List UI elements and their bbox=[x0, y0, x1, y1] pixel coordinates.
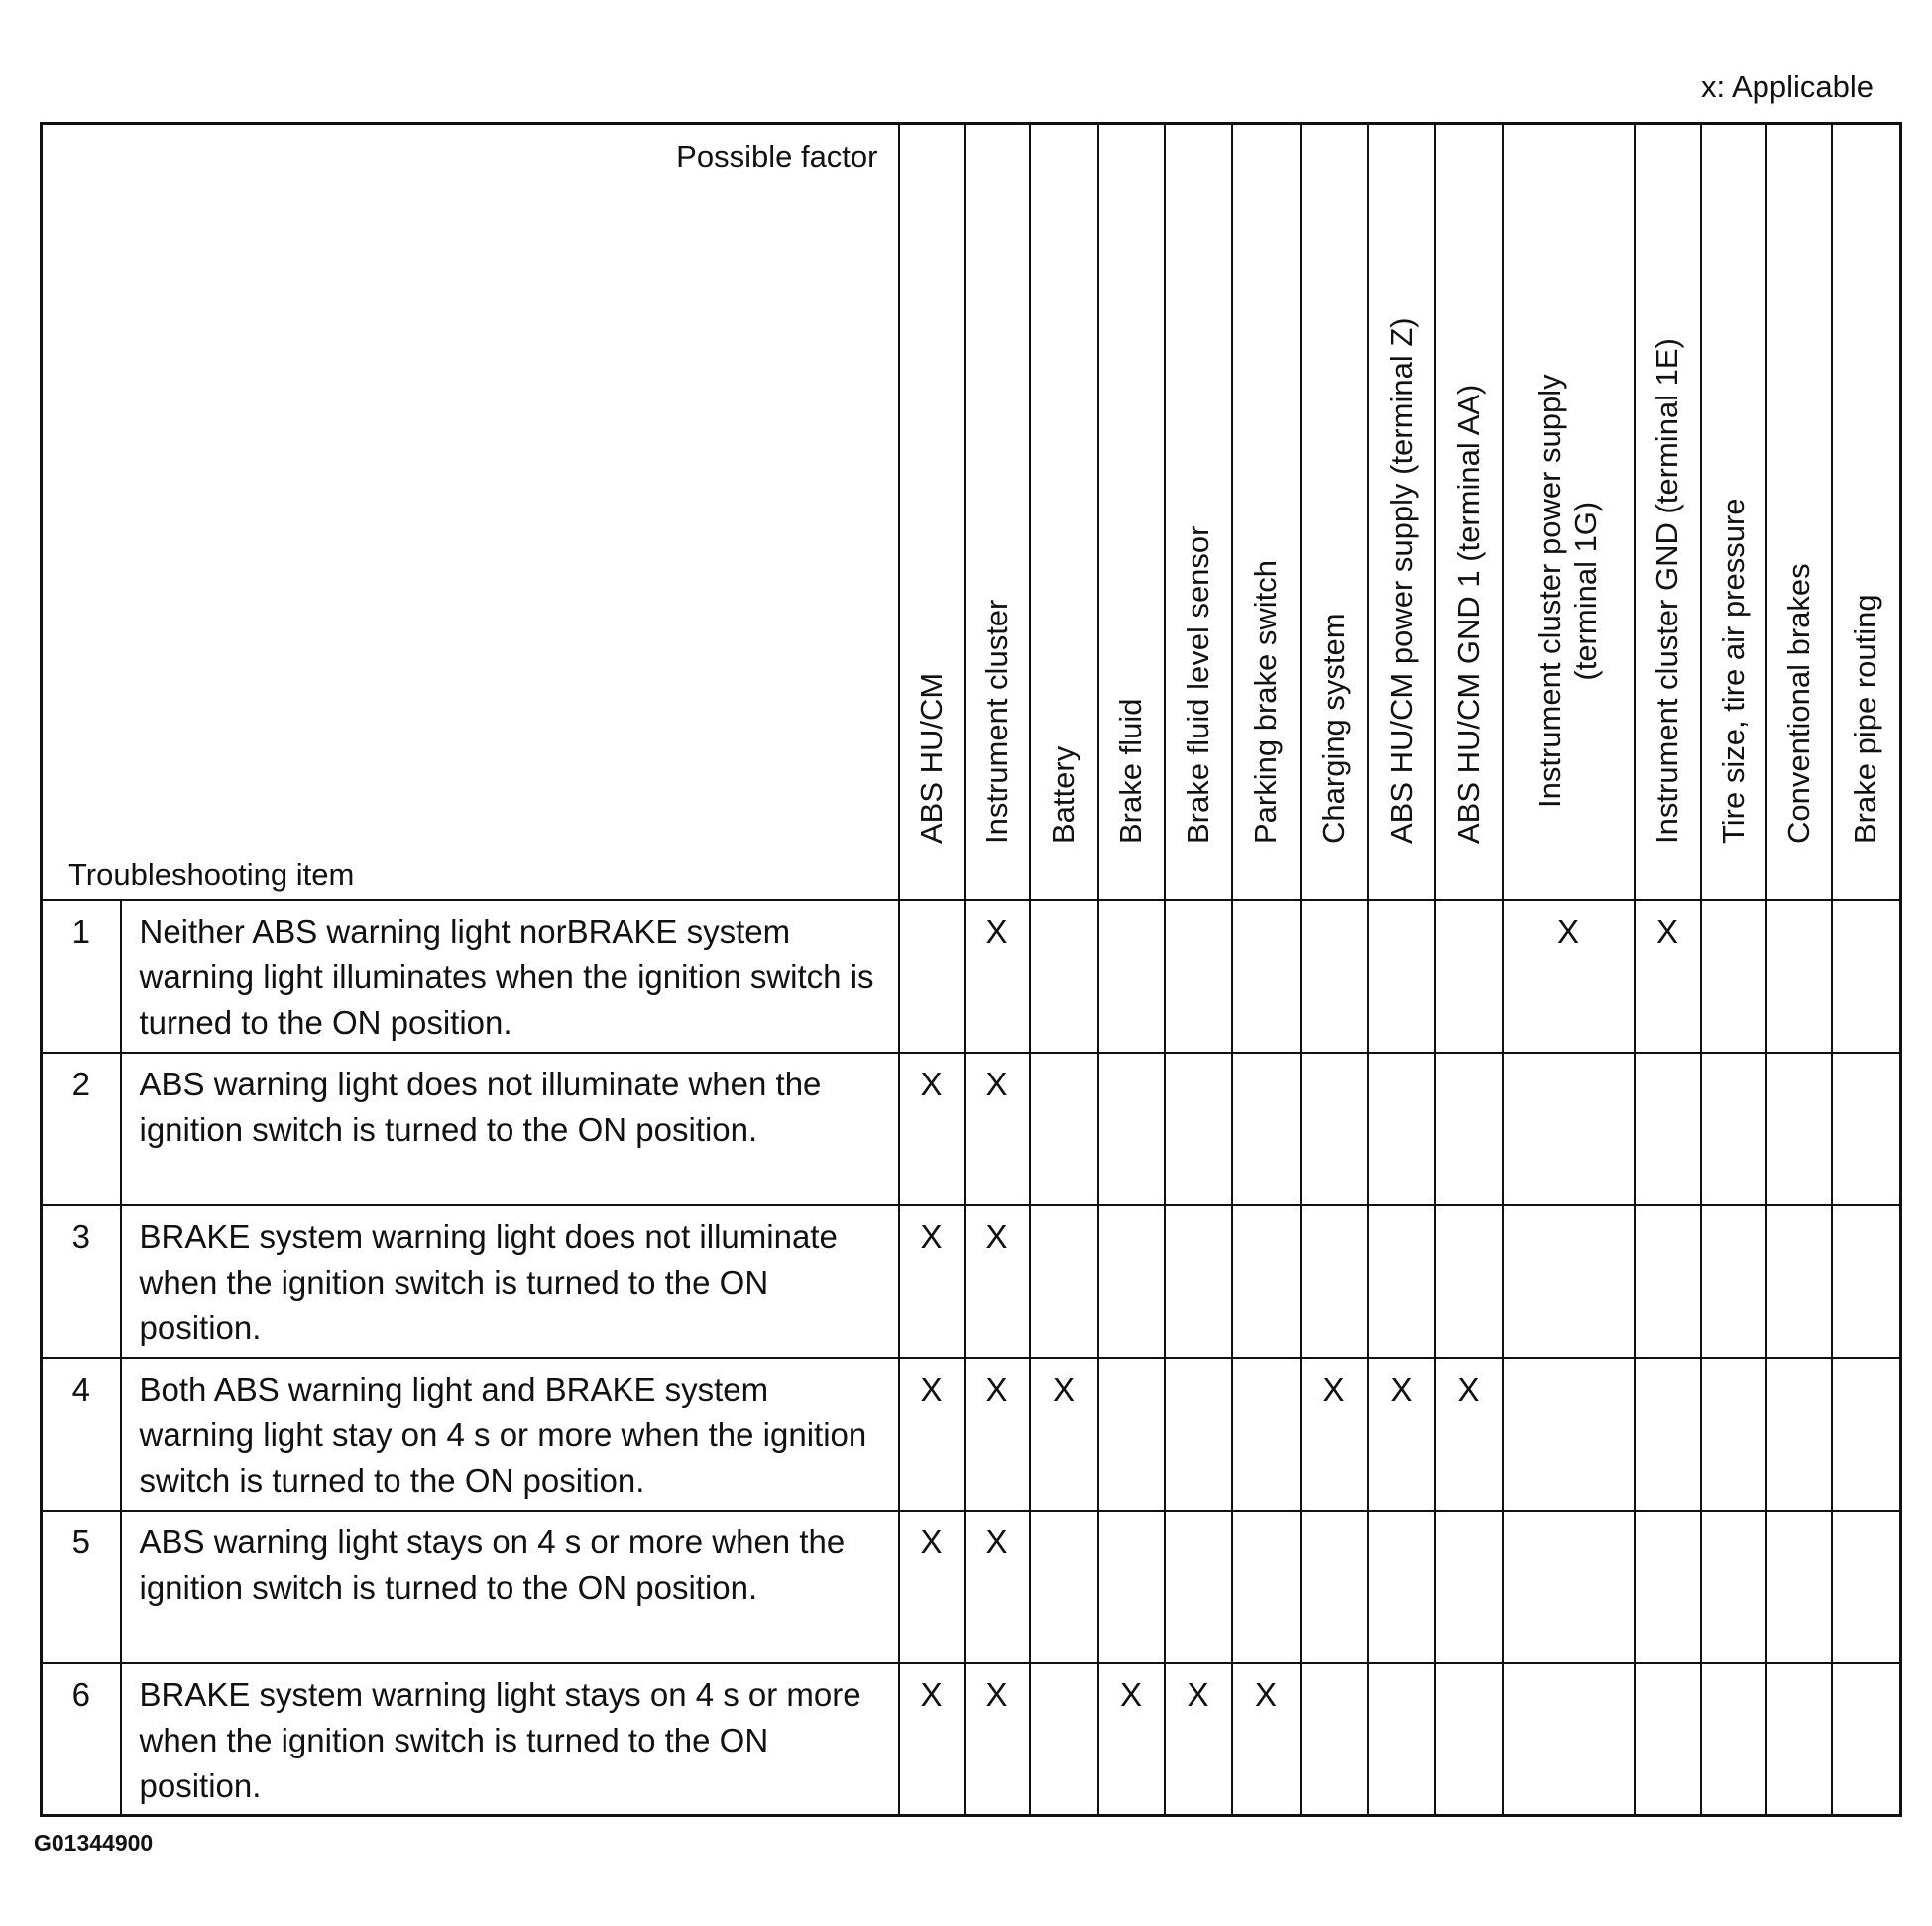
empty-cell bbox=[1766, 1358, 1832, 1511]
factor-label bbox=[1384, 317, 1420, 844]
troubleshooting-item-label: Troubleshooting item bbox=[68, 856, 355, 892]
empty-cell bbox=[1301, 1663, 1368, 1816]
factor-label-line: Brake fluid bbox=[1113, 698, 1148, 844]
factor-column-header bbox=[899, 124, 965, 900]
factor-label-line: Parking brake switch bbox=[1248, 559, 1283, 844]
factor-label-line: Battery bbox=[1046, 745, 1080, 844]
empty-cell bbox=[1435, 900, 1503, 1053]
empty-cell bbox=[1435, 1511, 1503, 1663]
applicable-mark: X bbox=[899, 1663, 965, 1816]
factor-label-line: Instrument cluster bbox=[978, 599, 1014, 844]
empty-cell bbox=[1435, 1205, 1503, 1358]
empty-cell bbox=[1635, 1663, 1701, 1816]
applicable-mark: X bbox=[1435, 1358, 1503, 1511]
applicable-mark: X bbox=[965, 1358, 1030, 1511]
applicable-mark: X bbox=[965, 1053, 1030, 1205]
factor-label bbox=[1046, 745, 1081, 843]
applicable-mark: X bbox=[1165, 1663, 1232, 1816]
empty-cell bbox=[1435, 1053, 1503, 1205]
item-description: ABS warning light stays on 4 s or more when the ignition switch is turned to the ON position. bbox=[121, 1511, 899, 1663]
empty-cell bbox=[1165, 1053, 1232, 1205]
empty-cell bbox=[1098, 1053, 1165, 1205]
empty-cell bbox=[1435, 1663, 1503, 1816]
factor-label-line: Charging system bbox=[1315, 612, 1351, 844]
empty-cell bbox=[1503, 1205, 1635, 1358]
applicable-mark: X bbox=[965, 1511, 1030, 1663]
factor-label-line: (terminal 1G) bbox=[1568, 501, 1603, 681]
factor-label-line: Instrument cluster GND (terminal 1E) bbox=[1649, 337, 1684, 844]
empty-cell bbox=[1766, 1205, 1832, 1358]
factor-column-header bbox=[1435, 124, 1503, 900]
factor-label bbox=[914, 672, 950, 843]
empty-cell bbox=[1503, 1053, 1635, 1205]
empty-cell bbox=[1832, 1053, 1901, 1205]
factor-column-header bbox=[1503, 124, 1635, 900]
factor-label bbox=[1181, 525, 1216, 844]
empty-cell bbox=[1030, 1663, 1098, 1816]
empty-cell bbox=[1368, 1511, 1435, 1663]
empty-cell bbox=[1030, 1511, 1098, 1663]
troubleshooting-matrix bbox=[40, 122, 1902, 1817]
empty-cell bbox=[1368, 1053, 1435, 1205]
factor-column-header bbox=[1232, 124, 1301, 900]
factor-label-line: ABS HU/CM bbox=[913, 672, 949, 844]
empty-cell bbox=[1165, 900, 1232, 1053]
table-row bbox=[42, 1511, 1901, 1663]
factor-column-header bbox=[1368, 124, 1435, 900]
empty-cell bbox=[1098, 1511, 1165, 1663]
empty-cell bbox=[1232, 1053, 1301, 1205]
figure-id: G01344900 bbox=[34, 1830, 154, 1856]
applicable-mark: X bbox=[965, 1663, 1030, 1816]
factor-label-line: Tire size, tire air pressure bbox=[1715, 497, 1751, 844]
item-number: 3 bbox=[42, 1205, 121, 1358]
applicable-mark: X bbox=[899, 1358, 965, 1511]
item-description: BRAKE system warning light does not illuminate when the ignition switch is turned to the ON position. bbox=[121, 1205, 899, 1358]
table-row bbox=[42, 1205, 1901, 1358]
empty-cell bbox=[1832, 900, 1901, 1053]
empty-cell bbox=[899, 900, 965, 1053]
empty-cell bbox=[1232, 1205, 1301, 1358]
empty-cell bbox=[1301, 1053, 1368, 1205]
table-row bbox=[42, 900, 1901, 1053]
item-number: 1 bbox=[42, 900, 121, 1053]
factor-label-line: Conventional brakes bbox=[1780, 562, 1816, 844]
empty-cell bbox=[1301, 900, 1368, 1053]
factor-label bbox=[1781, 563, 1817, 844]
factor-label-line: Brake fluid level sensor bbox=[1180, 525, 1215, 844]
factor-label bbox=[1716, 498, 1752, 844]
item-number: 6 bbox=[42, 1663, 121, 1816]
empty-cell bbox=[1368, 900, 1435, 1053]
empty-cell bbox=[1165, 1358, 1232, 1511]
applicable-legend: x: Applicable bbox=[1700, 69, 1874, 104]
possible-factor-label: Possible factor bbox=[676, 139, 878, 173]
empty-cell bbox=[1232, 900, 1301, 1053]
empty-cell bbox=[1503, 1663, 1635, 1816]
factor-column-header bbox=[965, 124, 1030, 900]
empty-cell bbox=[1030, 1205, 1098, 1358]
empty-cell bbox=[1232, 1358, 1301, 1511]
empty-cell bbox=[1301, 1205, 1368, 1358]
applicable-mark: X bbox=[1098, 1663, 1165, 1816]
corner-cell bbox=[42, 124, 899, 900]
factor-label-line: Instrument cluster power supply bbox=[1533, 373, 1567, 808]
empty-cell bbox=[1832, 1663, 1901, 1816]
empty-cell bbox=[1232, 1511, 1301, 1663]
factor-column-header bbox=[1301, 124, 1368, 900]
applicable-mark: X bbox=[1503, 900, 1635, 1053]
table-row bbox=[42, 1663, 1901, 1816]
factor-label bbox=[1248, 559, 1284, 843]
factor-label bbox=[1113, 698, 1149, 843]
empty-cell bbox=[1165, 1205, 1232, 1358]
applicable-mark: X bbox=[965, 1205, 1030, 1358]
item-number: 4 bbox=[42, 1358, 121, 1511]
applicable-mark: X bbox=[899, 1205, 965, 1358]
item-description: Neither ABS warning light norBRAKE system warning light illuminates when the ignition switch is turned to the ON position. bbox=[121, 900, 899, 1053]
applicable-mark: X bbox=[899, 1053, 965, 1205]
factor-column-header bbox=[1098, 124, 1165, 900]
factor-label-line: ABS HU/CM power supply (terminal Z) bbox=[1383, 316, 1419, 844]
empty-cell bbox=[1832, 1358, 1901, 1511]
factor-label-line: Brake pipe routing bbox=[1848, 593, 1883, 844]
empty-cell bbox=[1701, 1663, 1766, 1816]
factor-label bbox=[1848, 594, 1883, 844]
factor-label-line: ABS HU/CM GND 1 (terminal AA) bbox=[1450, 384, 1486, 844]
empty-cell bbox=[1832, 1205, 1901, 1358]
empty-cell bbox=[1098, 1205, 1165, 1358]
empty-cell bbox=[1635, 1205, 1701, 1358]
item-description: Both ABS warning light and BRAKE system warning light stay on 4 s or more when the ignition switch is turned to the ON position. bbox=[121, 1358, 899, 1511]
applicable-mark: X bbox=[1368, 1358, 1435, 1511]
empty-cell bbox=[1701, 900, 1766, 1053]
empty-cell bbox=[1503, 1511, 1635, 1663]
factor-column-header bbox=[1766, 124, 1832, 900]
applicable-mark: X bbox=[899, 1511, 965, 1663]
table-row bbox=[42, 1358, 1901, 1511]
factor-column-header bbox=[1701, 124, 1766, 900]
empty-cell bbox=[1635, 1358, 1701, 1511]
empty-cell bbox=[1165, 1511, 1232, 1663]
factor-label bbox=[1316, 613, 1352, 844]
empty-cell bbox=[1701, 1511, 1766, 1663]
empty-cell bbox=[1030, 900, 1098, 1053]
factor-column-header bbox=[1832, 124, 1901, 900]
applicable-mark: X bbox=[965, 900, 1030, 1053]
empty-cell bbox=[1301, 1511, 1368, 1663]
empty-cell bbox=[1030, 1053, 1098, 1205]
empty-cell bbox=[1832, 1511, 1901, 1663]
table-row bbox=[42, 1053, 1901, 1205]
item-description: BRAKE system warning light stays on 4 s or more when the ignition switch is turned to the ON position. bbox=[121, 1663, 899, 1816]
applicable-mark: X bbox=[1030, 1358, 1098, 1511]
empty-cell bbox=[1635, 1053, 1701, 1205]
item-description: ABS warning light does not illuminate when the ignition switch is turned to the ON position. bbox=[121, 1053, 899, 1205]
empty-cell bbox=[1701, 1358, 1766, 1511]
empty-cell bbox=[1503, 1358, 1635, 1511]
empty-cell bbox=[1098, 900, 1165, 1053]
empty-cell bbox=[1766, 1663, 1832, 1816]
empty-cell bbox=[1098, 1358, 1165, 1511]
factor-column-header bbox=[1635, 124, 1701, 900]
applicable-mark: X bbox=[1635, 900, 1701, 1053]
header-row bbox=[42, 124, 1901, 900]
factor-label bbox=[1451, 384, 1487, 843]
applicable-mark: X bbox=[1301, 1358, 1368, 1511]
factor-column-header bbox=[1165, 124, 1232, 900]
empty-cell bbox=[1766, 1511, 1832, 1663]
empty-cell bbox=[1368, 1663, 1435, 1816]
empty-cell bbox=[1701, 1053, 1766, 1205]
empty-cell bbox=[1635, 1511, 1701, 1663]
factor-column-header bbox=[1030, 124, 1098, 900]
applicable-mark: X bbox=[1232, 1663, 1301, 1816]
item-number: 5 bbox=[42, 1511, 121, 1663]
empty-cell bbox=[1766, 1053, 1832, 1205]
factor-label bbox=[1533, 374, 1604, 808]
empty-cell bbox=[1368, 1205, 1435, 1358]
empty-cell bbox=[1766, 900, 1832, 1053]
factor-label bbox=[979, 599, 1015, 843]
empty-cell bbox=[1701, 1205, 1766, 1358]
item-number: 2 bbox=[42, 1053, 121, 1205]
factor-label bbox=[1649, 338, 1685, 844]
